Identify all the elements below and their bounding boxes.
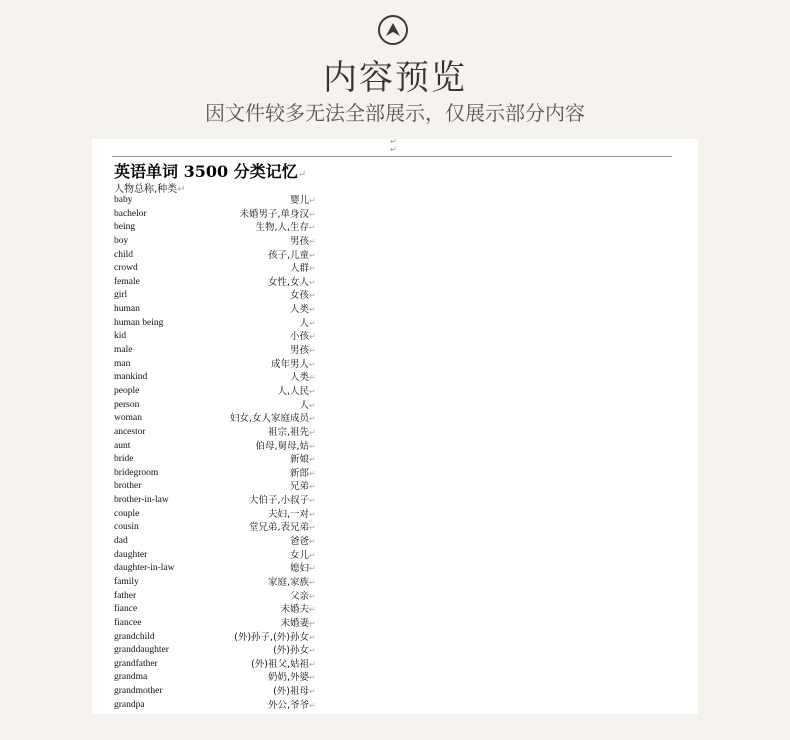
- paragraph-mark: ↵: [309, 264, 316, 274]
- word-list: [114, 194, 394, 712]
- list-item: [114, 453, 394, 467]
- english-word: bachelor: [114, 208, 147, 219]
- list-item: [114, 535, 394, 549]
- document-title: [114, 159, 306, 182]
- chinese-meaning: 未婚夫: [280, 604, 309, 616]
- list-item: [114, 617, 394, 631]
- chinese-meaning: 孩子,儿童: [267, 249, 309, 261]
- english-word: dad: [114, 536, 128, 547]
- chinese-meaning: 祖宗,祖先: [267, 426, 309, 438]
- list-item: [114, 344, 394, 358]
- english-word: couple: [114, 508, 140, 519]
- chinese-meaning: (外)祖母: [273, 686, 309, 698]
- english-word: granddaughter: [114, 645, 169, 656]
- paragraph-mark: ↵: [309, 346, 316, 356]
- english-word: grandma: [114, 672, 148, 683]
- list-item: [114, 208, 394, 222]
- paragraph-mark: ↵: [309, 632, 316, 642]
- list-item: [114, 658, 394, 672]
- english-word: mankind: [114, 372, 148, 383]
- chinese-meaning: 新娘: [289, 454, 309, 466]
- list-item: [114, 576, 394, 590]
- chinese-meaning: 婴儿: [289, 195, 309, 206]
- english-word: crowd: [114, 263, 138, 274]
- paragraph-mark: ↵: [309, 700, 316, 710]
- chinese-meaning: 爸爸: [289, 536, 309, 548]
- list-item: [114, 508, 394, 522]
- english-word: baby: [114, 195, 133, 205]
- english-word: ancestor: [114, 426, 146, 437]
- english-word: bride: [114, 454, 134, 465]
- list-item: [114, 249, 394, 263]
- list-item: [114, 671, 394, 685]
- paragraph-mark: ↵: [309, 577, 316, 587]
- chinese-meaning: 女孩: [289, 290, 309, 302]
- page-title: 内容预览: [323, 58, 467, 98]
- chinese-meaning: 人群: [289, 263, 309, 275]
- chinese-meaning: 人: [299, 317, 309, 329]
- document-preview: [92, 139, 698, 714]
- header-rule: [112, 156, 672, 157]
- paragraph-mark: ↵: [309, 509, 316, 519]
- english-word: daughter-in-law: [114, 563, 175, 574]
- chinese-meaning: (外)孙女: [273, 645, 309, 657]
- list-item: [114, 194, 394, 208]
- category-text: 人物总称,种类: [114, 184, 178, 195]
- list-item: [114, 221, 394, 235]
- paragraph-mark: ↵: [309, 455, 316, 465]
- list-item: [114, 549, 394, 563]
- english-word: human being: [114, 317, 164, 328]
- chinese-meaning: 新郎: [289, 467, 309, 479]
- english-word: family: [114, 576, 139, 587]
- list-item: [114, 521, 394, 535]
- english-word: people: [114, 385, 140, 396]
- english-word: fiancee: [114, 617, 142, 628]
- english-word: cousin: [114, 522, 139, 533]
- english-word: aunt: [114, 440, 131, 451]
- paragraph-mark: ↵: [309, 318, 316, 328]
- english-word: grandfather: [114, 658, 158, 669]
- chinese-meaning: 未婚妻: [280, 617, 309, 629]
- preview-header: [0, 0, 790, 138]
- paragraph-mark: ↵: [309, 332, 316, 342]
- paragraph-mark: ↵: [309, 468, 316, 478]
- english-word: child: [114, 249, 133, 260]
- english-word: kid: [114, 331, 127, 342]
- chinese-meaning: 人类: [289, 304, 309, 316]
- paragraph-mark: ↵: [309, 523, 316, 533]
- english-word: boy: [114, 235, 129, 246]
- paragraph-mark: ↵: [309, 277, 316, 287]
- chinese-meaning: 女性,女人: [267, 276, 309, 288]
- list-item: [114, 289, 394, 303]
- list-item: [114, 385, 394, 399]
- chinese-meaning: 男孩: [289, 345, 309, 357]
- list-item: [114, 480, 394, 494]
- list-item: [114, 603, 394, 617]
- english-word: daughter: [114, 549, 148, 560]
- chinese-meaning: 人类: [289, 372, 309, 384]
- paragraph-mark: ↵: [309, 223, 316, 233]
- paragraph-mark: ↵: [309, 373, 316, 383]
- list-item: [114, 317, 394, 331]
- english-word: grandchild: [114, 631, 155, 642]
- list-item: [114, 412, 394, 426]
- chinese-meaning: 父亲: [289, 590, 309, 602]
- paragraph-mark: ↵: [309, 659, 316, 669]
- english-word: human: [114, 304, 140, 315]
- paragraph-mark: ↵: [390, 139, 397, 146]
- paragraph-mark: ↵: [309, 236, 316, 246]
- english-word: father: [114, 590, 137, 601]
- paragraph-mark: ↵: [309, 400, 316, 410]
- english-word: person: [114, 399, 140, 410]
- chinese-meaning: 伯母,舅母,姑: [255, 440, 309, 452]
- chinese-meaning: 成年男人: [270, 358, 309, 370]
- english-word: female: [114, 276, 140, 287]
- english-word: being: [114, 222, 136, 233]
- chinese-meaning: 奶奶,外婆: [267, 672, 309, 684]
- document-title-text: 英语单词 3500 分类记忆: [114, 162, 298, 181]
- up-arrow-glyph: [384, 21, 402, 39]
- category-heading: [114, 180, 186, 195]
- english-word: brother-in-law: [114, 495, 169, 506]
- chinese-meaning: 女儿: [289, 549, 309, 561]
- chinese-meaning: (外)祖父,姑祖: [251, 658, 309, 670]
- paragraph-mark: ↵: [309, 591, 316, 601]
- paragraph-mark: ↵: [309, 673, 316, 683]
- list-item: [114, 644, 394, 658]
- paragraph-mark: ↵: [309, 196, 316, 205]
- chinese-meaning: 男孩: [289, 235, 309, 247]
- paragraph-mark: ↵: [309, 441, 316, 451]
- chinese-meaning: (外)孙子,(外)孙女: [234, 631, 309, 643]
- paragraph-mark: ↵: [309, 482, 316, 492]
- english-word: girl: [114, 290, 128, 301]
- paragraph-mark: ↵: [309, 537, 316, 547]
- paragraph-mark: ↵: [309, 687, 316, 697]
- chinese-meaning: 家庭,家族: [267, 576, 309, 588]
- list-item: [114, 303, 394, 317]
- up-arrow-icon: [378, 15, 408, 45]
- english-word: fiance: [114, 604, 138, 615]
- list-item: [114, 262, 394, 276]
- list-item: [114, 276, 394, 290]
- paragraph-mark: ↵: [309, 209, 316, 219]
- list-item: [114, 371, 394, 385]
- paragraph-mark: ↵: [309, 427, 316, 437]
- paragraph-mark: ↵: [297, 169, 307, 180]
- list-item: [114, 699, 394, 713]
- chinese-meaning: 大伯子,小叔子: [248, 495, 309, 507]
- chinese-meaning: 人,人民: [277, 385, 309, 397]
- english-word: male: [114, 345, 133, 356]
- paragraph-mark: ↵: [309, 414, 316, 424]
- list-item: [114, 440, 394, 454]
- paragraph-mark: ↵: [309, 646, 316, 656]
- list-item: [114, 399, 394, 413]
- chinese-meaning: 未婚男子,单身汉: [239, 208, 309, 220]
- list-item: [114, 494, 394, 508]
- paragraph-mark: ↵: [309, 618, 316, 628]
- page-subtitle: 因文件较多无法全部展示，仅展示部分内容: [205, 101, 585, 125]
- chinese-meaning: 小孩: [289, 331, 309, 343]
- english-word: grandmother: [114, 686, 163, 697]
- paragraph-mark: ↵: [309, 564, 316, 574]
- paragraph-mark: ↵: [309, 605, 316, 615]
- paragraph-mark: ↵: [309, 250, 316, 260]
- list-item: [114, 358, 394, 372]
- paragraph-mark: ↵: [309, 291, 316, 301]
- english-word: grandpa: [114, 699, 145, 710]
- paragraph-mark: ↵: [309, 386, 316, 396]
- list-item: [114, 467, 394, 481]
- list-item: [114, 631, 394, 645]
- list-item: [114, 685, 394, 699]
- list-item: [114, 426, 394, 440]
- paragraph-mark: ↵: [177, 184, 186, 195]
- english-word: bridegroom: [114, 467, 159, 478]
- list-item: [114, 590, 394, 604]
- english-word: man: [114, 358, 131, 369]
- paragraph-mark: ↵: [309, 305, 316, 315]
- chinese-meaning: 妇女,女人家庭成员: [229, 413, 309, 425]
- chinese-meaning: 外公,爷爷: [267, 699, 309, 711]
- list-item: [114, 330, 394, 344]
- chinese-meaning: 媳妇: [289, 563, 309, 575]
- chinese-meaning: 人: [299, 399, 309, 411]
- english-word: brother: [114, 481, 142, 492]
- paragraph-mark: ↵: [309, 550, 316, 560]
- chinese-meaning: 兄弟: [289, 481, 309, 493]
- chinese-meaning: 夫妇,一对: [267, 508, 309, 520]
- english-word: woman: [114, 413, 142, 424]
- paragraph-mark: ↵: [309, 359, 316, 369]
- chinese-meaning: 堂兄弟,表兄弟: [248, 522, 309, 534]
- paragraph-mark: ↵: [390, 145, 397, 154]
- list-item: [114, 562, 394, 576]
- paragraph-mark: ↵: [309, 496, 316, 506]
- chinese-meaning: 生物,人,生存: [255, 222, 309, 234]
- list-item: [114, 235, 394, 249]
